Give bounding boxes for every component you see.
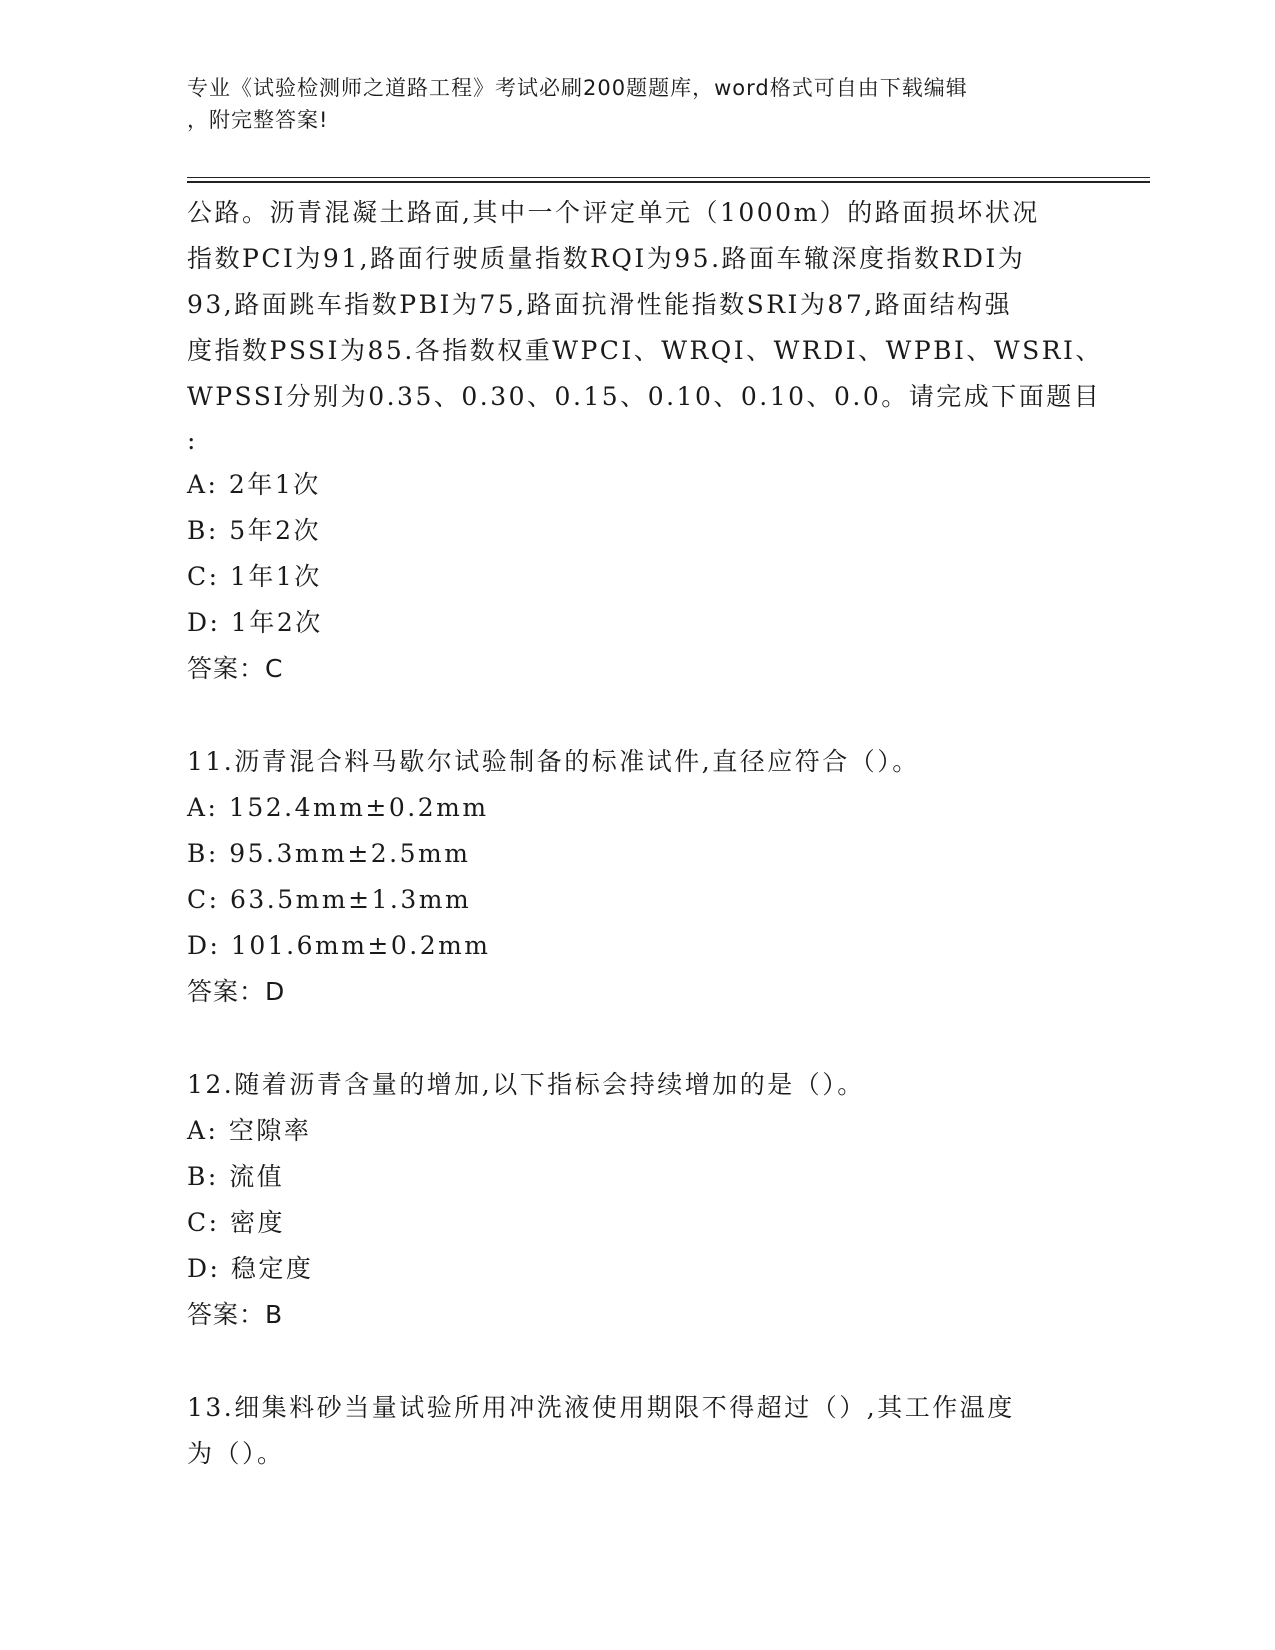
question-stem-line: 指数PCI为91,路面行驶质量指数RQI为95.路面车辙深度指数RDI为 [187,244,1026,273]
question-spacer [187,692,1087,739]
question-stem-line: 13.细集料砂当量试验所用冲洗液使用期限不得超过（）,其工作温度 [187,1393,1015,1422]
question-10 [187,190,1103,692]
question-stem-line: 11.沥青混合料马歇尔试验制备的标准试件,直径应符合（）。 [187,747,920,776]
question-11 [187,739,1087,1015]
option-c: C: 63.5mm±1.3mm [187,885,472,914]
question-12 [187,1062,1087,1338]
answer-line: 答案：B [187,1300,284,1329]
answer-line: 答案：C [187,654,284,683]
header-divider-thin [187,177,1150,178]
header-divider-thick [187,181,1150,183]
question-spacer [187,1338,1087,1385]
option-a: A: 空隙率 [187,1116,312,1145]
option-d: D: 101.6mm±0.2mm [187,931,491,960]
answer-line: 答案：D [187,977,286,1006]
option-c: C: 密度 [187,1208,285,1237]
question-stem-line: 为（）。 [187,1439,285,1468]
option-d: D: 1年2次 [187,608,323,637]
question-content [187,190,1103,1477]
option-b: B: 95.3mm±2.5mm [187,839,471,868]
question-13 [187,1385,1087,1477]
question-stem-line: WPSSI分别为0.35、0.30、0.15、0.10、0.10、0.0。请完成下面题目 [187,382,1102,411]
option-a: A: 2年1次 [187,470,321,499]
option-d: D: 稳定度 [187,1254,314,1283]
option-a: A: 152.4mm±0.2mm [187,793,489,822]
option-b: B: 5年2次 [187,516,322,545]
option-c: C: 1年1次 [187,562,322,591]
question-stem-line: 公路。沥青混凝土路面,其中一个评定单元（1000m）的路面损坏状况 [187,198,1040,227]
question-stem-line: : [187,426,198,455]
header-title-line-2: ，附完整答案! [187,108,329,132]
question-stem-line: 度指数PSSI为85.各指数权重WPCI、WRQI、WRDI、WPBI、WSRI、 [187,336,1103,365]
header-title-line-1: 专业《试验检测师之道路工程》考试必刷200题题库，word格式可自由下载编辑 [187,76,968,100]
question-stem-line: 93,路面跳车指数PBI为75,路面抗滑性能指数SRI为87,路面结构强 [187,290,1013,319]
document-header [187,72,1067,136]
question-stem-line: 12.随着沥青含量的增加,以下指标会持续增加的是（）。 [187,1070,865,1099]
option-b: B: 流值 [187,1162,285,1191]
question-spacer [187,1015,1087,1062]
